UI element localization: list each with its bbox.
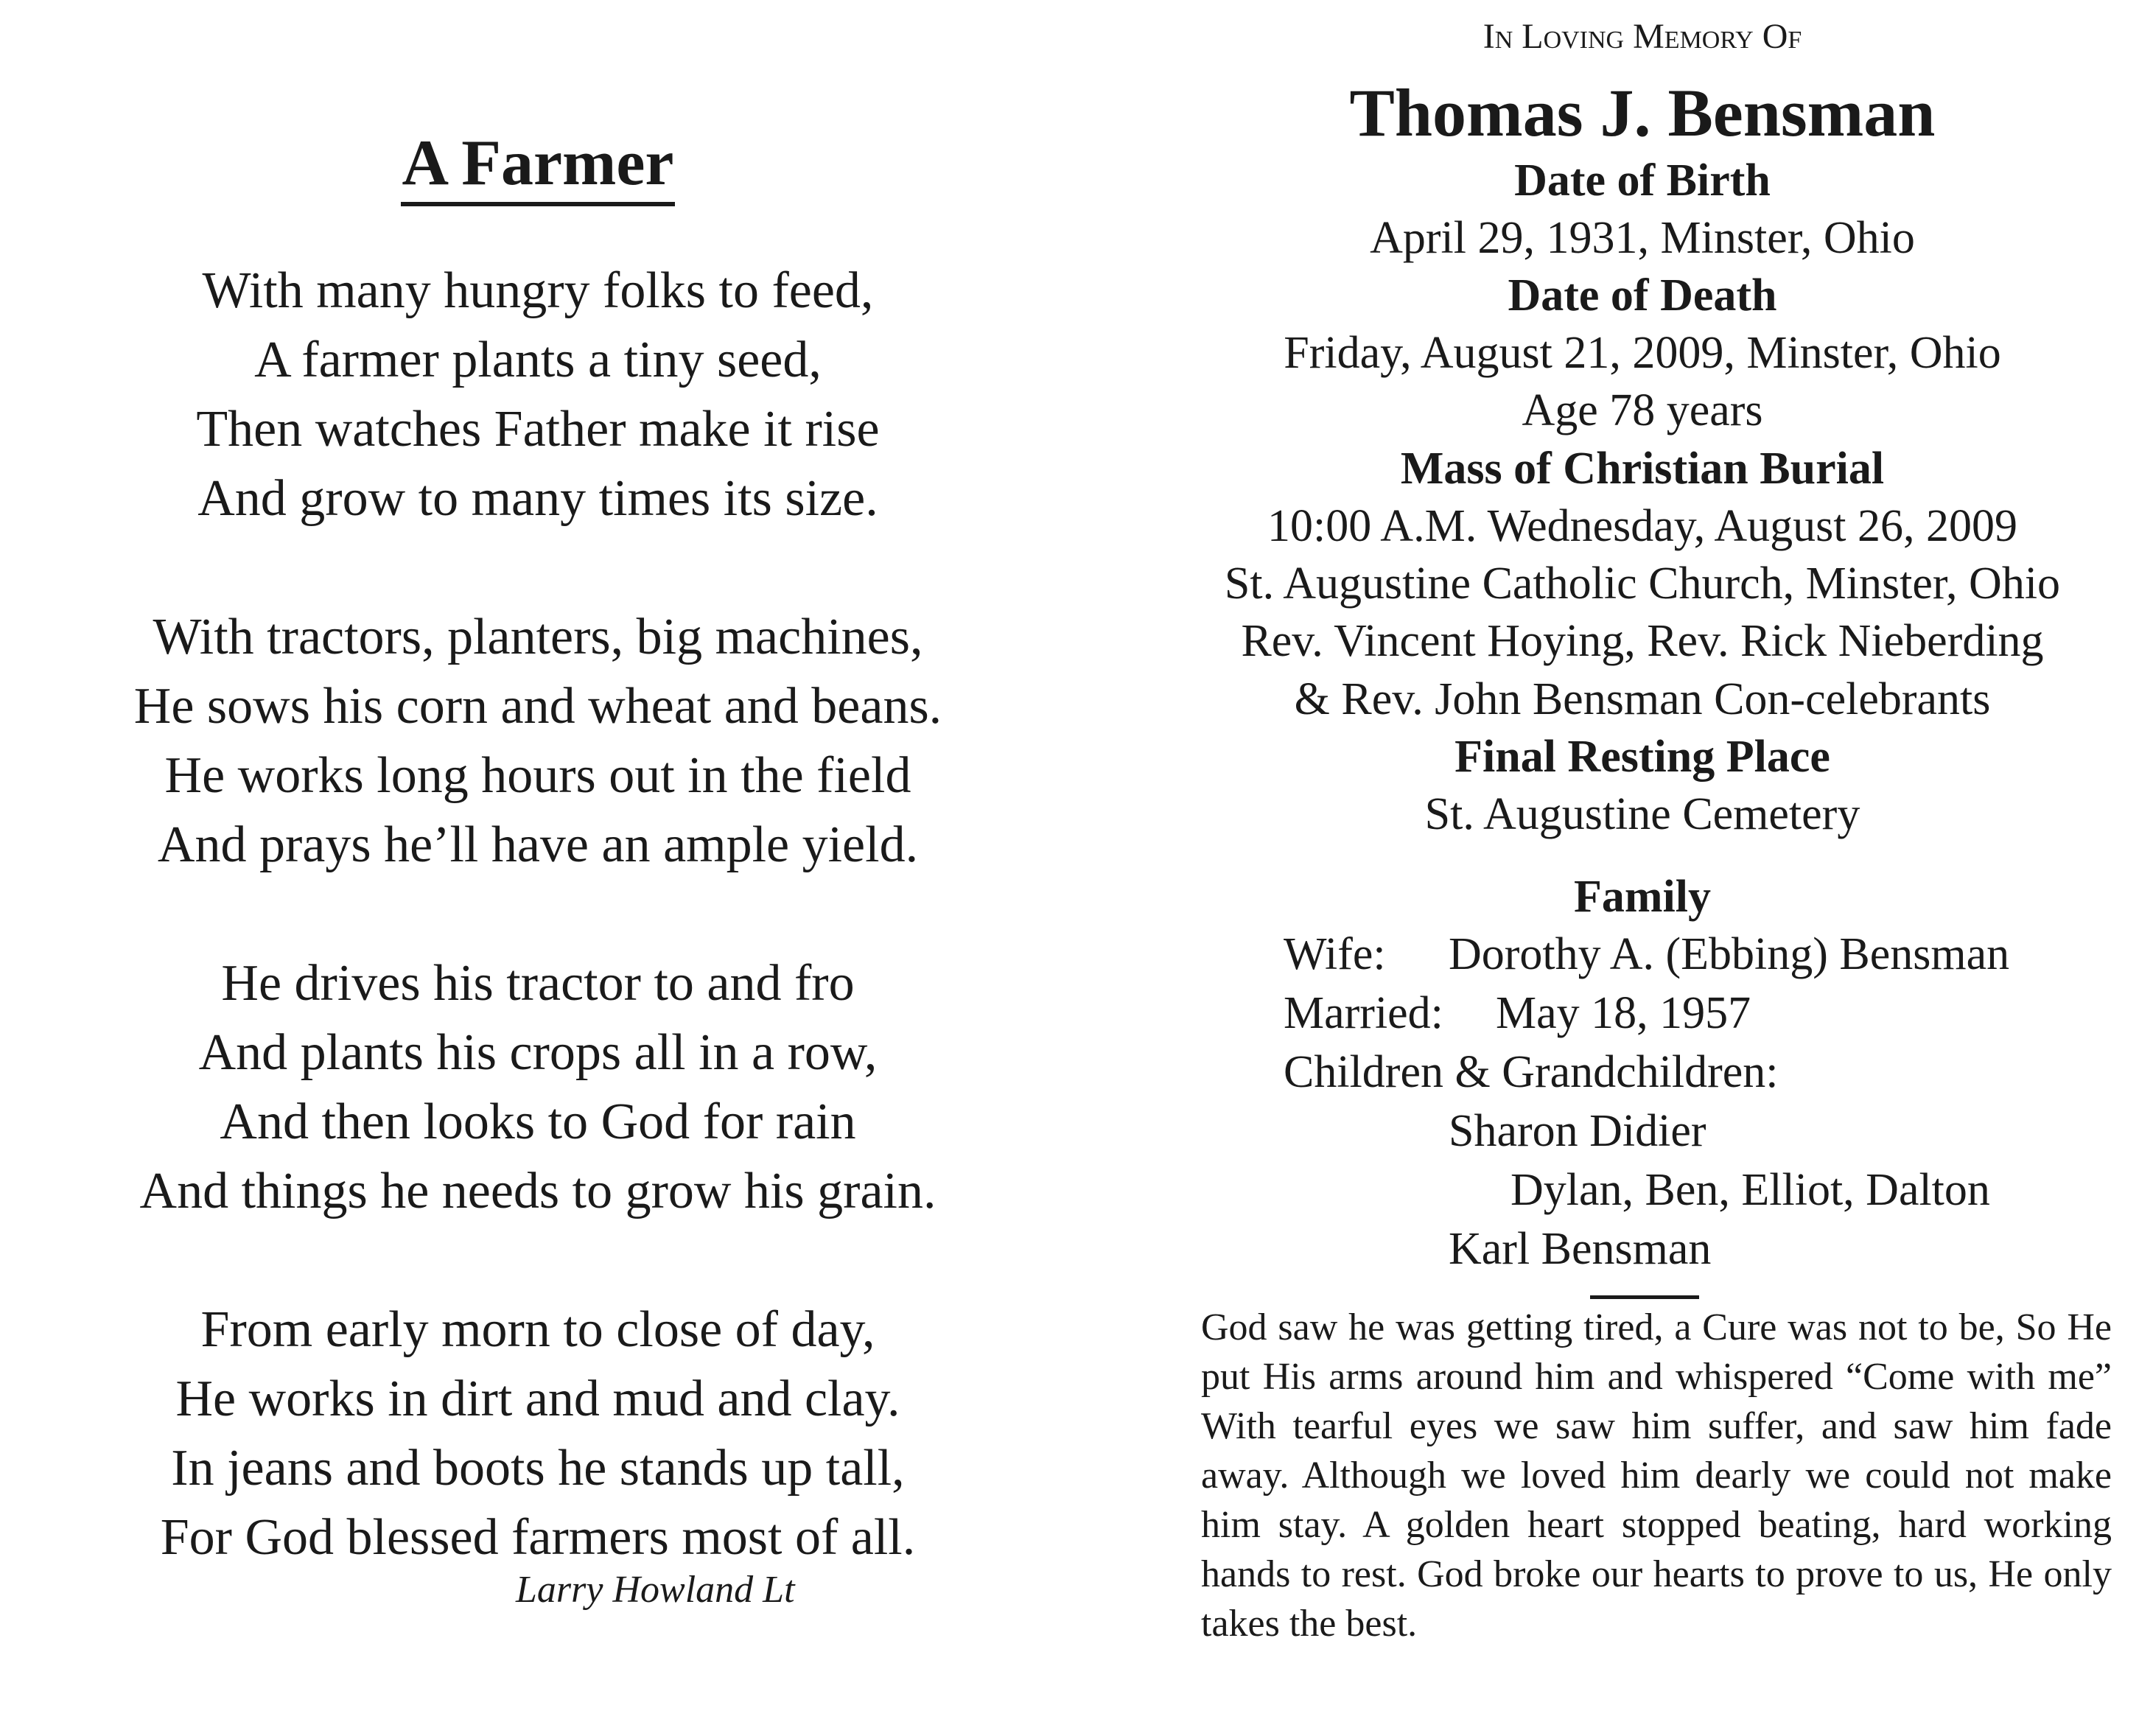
wife-name: Dorothy A. (Ebbing) Bensman bbox=[1449, 929, 2010, 979]
poem-line: He works long hours out in the field bbox=[164, 747, 911, 804]
child-name: Karl Bensman bbox=[1449, 1224, 1712, 1274]
poem-line: Then watches Father make it rise bbox=[196, 401, 880, 458]
closing-verse: God saw he was getting tired, a Cure was not to be, So He put His arms around him and whispered “Come with me” With tearful eyes we saw him suffer, and saw him fade away. Although we loved him dearly we could not make him stay. A golden heart stopped beating, hard working hands to rest. God broke our hearts to prove to us, He only takes the best. bbox=[1201, 1306, 2112, 1645]
age-value: Age 78 years bbox=[1522, 385, 1763, 435]
poem-line: And things he needs to grow his grain. bbox=[139, 1163, 937, 1219]
married-label: Married: bbox=[1284, 988, 1443, 1038]
resting-label: Final Resting Place bbox=[1454, 732, 1830, 782]
wife-label: Wife: bbox=[1284, 929, 1386, 979]
deceased-name: Thomas J. Bensman bbox=[1349, 75, 1936, 150]
celebrants-line-1: Rev. Vincent Hoying, Rev. Rick Nieberding bbox=[1241, 616, 2044, 666]
death-value: Friday, August 21, 2009, Minster, Ohio bbox=[1284, 328, 2001, 378]
stanza bbox=[29, 603, 1046, 880]
stanza bbox=[29, 949, 1046, 1226]
birth-label: Date of Birth bbox=[1514, 155, 1771, 206]
poem-line: With tractors, planters, big machines, bbox=[153, 609, 923, 665]
grandchildren-names: Dylan, Ben, Elliot, Dalton bbox=[1510, 1165, 1990, 1215]
poem-line: With many hungry folks to feed, bbox=[202, 262, 874, 319]
celebrants-line-2: & Rev. John Bensman Con-celebrants bbox=[1294, 674, 1991, 724]
divider-rule bbox=[1590, 1295, 1699, 1299]
birth-value: April 29, 1931, Minster, Ohio bbox=[1370, 213, 1915, 263]
death-label: Date of Death bbox=[1508, 270, 1777, 321]
stanza bbox=[29, 256, 1046, 533]
mass-time: 10:00 A.M. Wednesday, August 26, 2009 bbox=[1267, 501, 2017, 551]
poem-line: And then looks to God for rain bbox=[220, 1093, 856, 1150]
children-label: Children & Grandchildren: bbox=[1284, 1047, 1779, 1097]
resting-value: St. Augustine Cemetery bbox=[1424, 789, 1860, 839]
stanza bbox=[29, 1295, 1046, 1572]
poem-line: In jeans and boots he stands up tall, bbox=[171, 1440, 905, 1497]
family-label: Family bbox=[1574, 872, 1711, 922]
poem-body bbox=[29, 256, 1046, 1642]
poem-line: For God blessed farmers most of all. bbox=[160, 1509, 916, 1566]
poem-title: A Farmer bbox=[29, 131, 1046, 196]
poem-line: He drives his tractor to and fro bbox=[221, 955, 855, 1012]
poem-line: A farmer plants a tiny seed, bbox=[254, 332, 822, 388]
poem-line: He sows his corn and wheat and beans. bbox=[133, 678, 942, 735]
memorial-heading: In Loving Memory Of bbox=[1482, 17, 1802, 56]
poem-line: From early morn to close of day, bbox=[200, 1301, 875, 1358]
mass-label: Mass of Christian Burial bbox=[1400, 444, 1885, 494]
poem-line: He works in dirt and mud and clay. bbox=[175, 1371, 900, 1427]
poem-line: And plants his crops all in a row, bbox=[198, 1024, 878, 1081]
child-name: Sharon Didier bbox=[1449, 1106, 1706, 1156]
poem-line: And grow to many times its size. bbox=[197, 470, 878, 527]
poem-line: And prays he’ll have an ample yield. bbox=[157, 816, 919, 873]
married-date: May 18, 1957 bbox=[1496, 988, 1751, 1038]
mass-place: St. Augustine Catholic Church, Minster, Ohio bbox=[1224, 559, 2061, 609]
poem-author: Larry Howland Lt bbox=[516, 1569, 795, 1611]
